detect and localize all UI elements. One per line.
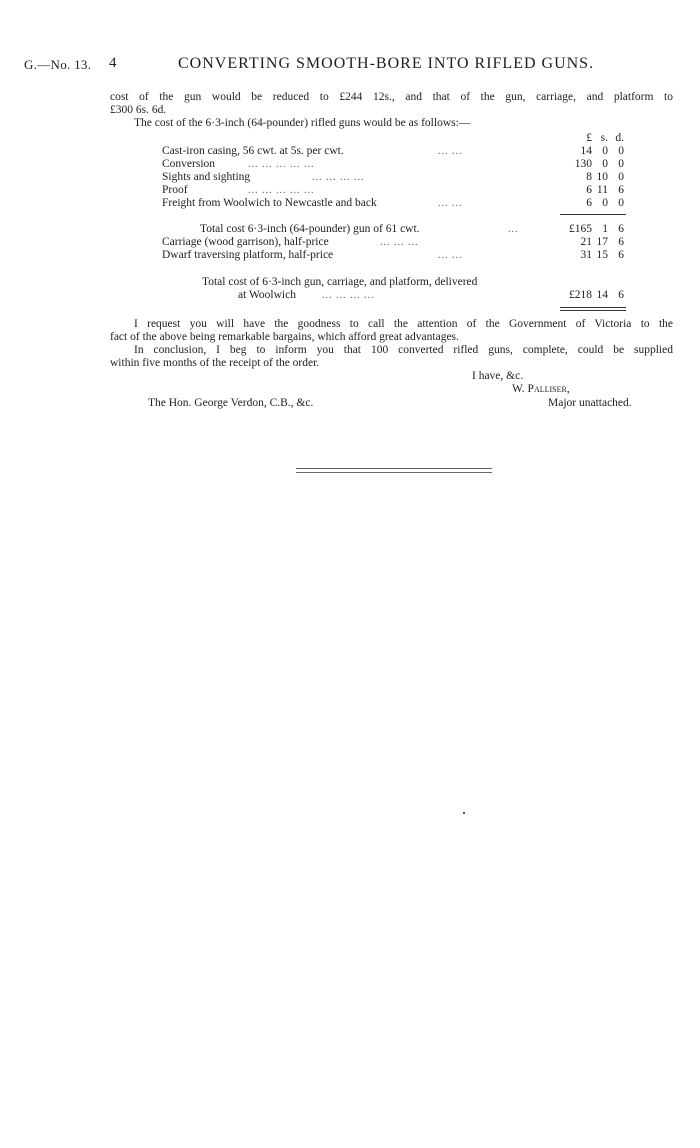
page-number: 4 (109, 55, 117, 71)
gun-total-pounds: £165 (569, 223, 592, 235)
pounds-header: £ (586, 132, 592, 144)
leader-dots: ... ... ... ... (312, 172, 365, 183)
leader-dots: ... ... (438, 250, 463, 261)
leader-dots: ... ... ... ... ... (248, 185, 315, 196)
intro-line-3: The cost of the 6·3-inch (64-pounder) rifled guns would be as follows:— (134, 117, 471, 129)
cost-pence: 0 (618, 158, 624, 170)
grand-total-label-line-1: Total cost of 6·3-inch gun, carriage, and platform, delivered (202, 276, 478, 288)
cost-pounds: 130 (574, 158, 592, 170)
intro-line-2: £300 6s. 6d. (110, 104, 167, 116)
paragraph-1-line-2: fact of the above being remarkable bargains, which afford great advantages. (110, 331, 459, 343)
subtotal-rule (560, 214, 626, 215)
signatory-rank: Major unattached. (548, 397, 632, 409)
cost-pence: 0 (618, 171, 624, 183)
leader-dots: ... (508, 224, 519, 235)
closing-salutation: I have, &c. (472, 370, 524, 382)
cost-pence: 6 (618, 184, 624, 196)
cost-pounds: 8 (586, 171, 592, 183)
leader-dots: ... ... ... (380, 237, 419, 248)
end-rule-top (296, 468, 492, 469)
shillings-header: s. (600, 132, 608, 144)
leader-dots: ... ... (438, 198, 463, 209)
extra-pence: 6 (618, 236, 624, 248)
end-rule-bottom (296, 472, 492, 473)
extra-pence: 6 (618, 249, 624, 261)
leader-dots: ... ... ... ... ... (248, 159, 315, 170)
cost-item-label: Proof (162, 184, 188, 196)
extra-shillings: 15 (596, 249, 608, 261)
cost-pounds: 6 (586, 197, 592, 209)
grand-total-pence: 6 (618, 289, 624, 301)
cost-item-label: Conversion (162, 158, 216, 170)
gun-total-label: Total cost 6·3-inch (64-pounder) gun of 61 cwt. (200, 223, 420, 235)
cost-pounds: 6 (586, 184, 592, 196)
cost-shillings: 0 (602, 145, 608, 157)
addressee: The Hon. George Verdon, C.B., &c. (148, 397, 314, 409)
intro-line-1: cost of the gun would be reduced to £244 12s., and that of the gun, carriage, and platform to (110, 91, 673, 103)
page-speck (463, 812, 465, 814)
cost-pounds: 14 (580, 145, 592, 157)
extra-shillings: 17 (596, 236, 608, 248)
cost-item-label: Sights and sighting (162, 171, 251, 183)
paragraph-2-line-1: In conclusion, I beg to inform you that 100 converted rifled guns, complete, could be supplied (134, 344, 673, 356)
cost-item-label: Freight from Woolwich to Newcastle and back (162, 197, 377, 209)
cost-item-label: Cast-iron casing, 56 cwt. at 5s. per cwt. (162, 145, 344, 157)
grand-total-pounds: £218 (569, 289, 592, 301)
leader-dots: ... ... (438, 146, 463, 157)
extra-item-label: Carriage (wood garrison), half-price (162, 236, 329, 248)
page-title: CONVERTING SMOOTH-BORE INTO RIFLED GUNS. (178, 55, 595, 72)
cost-shillings: 11 (596, 184, 608, 196)
gun-total-pence: 6 (618, 223, 624, 235)
grand-total-shillings: 14 (596, 289, 608, 301)
extra-item-label: Dwarf traversing platform, half-price (162, 249, 334, 261)
leader-dots: ... ... ... ... (322, 290, 375, 301)
cost-pence: 0 (618, 145, 624, 157)
cost-shillings: 10 (596, 171, 608, 183)
paragraph-2-line-2: within five months of the receipt of the order. (110, 357, 320, 369)
extra-pounds: 21 (580, 236, 592, 248)
cost-pence: 0 (618, 197, 624, 209)
signature: W. Palliser, (512, 383, 570, 395)
pence-header: d. (615, 132, 624, 144)
extra-pounds: 31 (580, 249, 592, 261)
paragraph-1-line-1: I request you will have the goodness to call the attention of the Government of Victoria to the (134, 318, 673, 330)
document-reference: G.—No. 13. (24, 57, 92, 72)
gun-total-shillings: 1 (602, 223, 608, 235)
grand-total-rule-top (560, 307, 626, 308)
grand-total-label-line-2: at Woolwich (238, 289, 296, 301)
cost-shillings: 0 (602, 197, 608, 209)
cost-shillings: 0 (602, 158, 608, 170)
grand-total-rule-bottom (560, 310, 626, 311)
